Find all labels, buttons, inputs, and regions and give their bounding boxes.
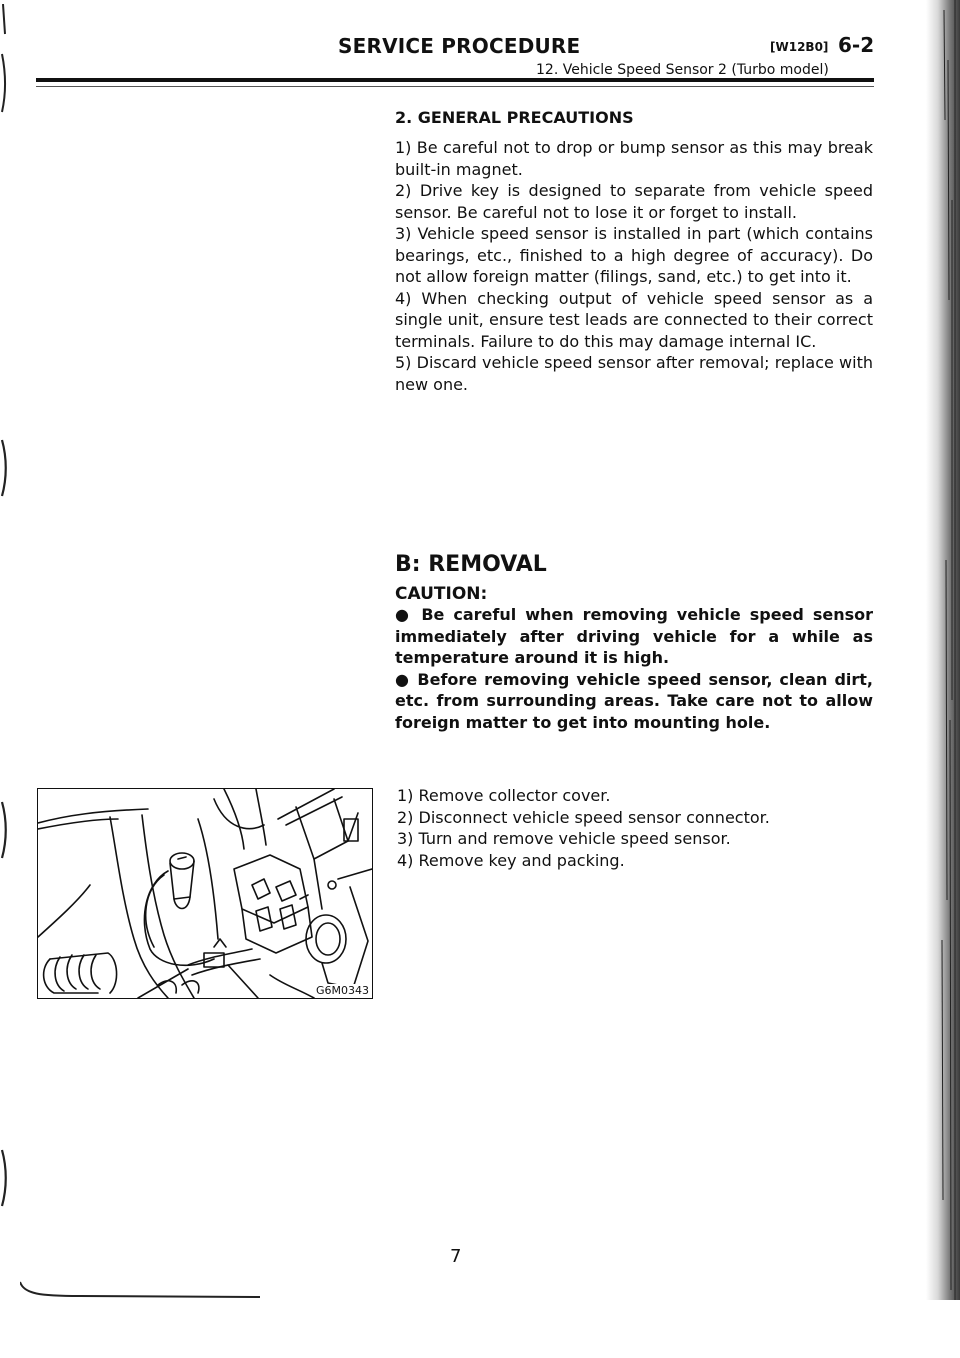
binder-mark (0, 800, 10, 860)
precaution-item: 5) Discard vehicle speed sensor after removal; replace with new one. (395, 353, 873, 394)
removal-step: 4) Remove key and packing. (397, 850, 625, 870)
removal-steps (397, 785, 857, 871)
section-subtitle: 12. Vehicle Speed Sensor 2 (Turbo model) (536, 62, 829, 78)
precaution-item: 3) Vehicle speed sensor is installed in part (which contains bearings, etc., finished to a high degree of accuracy). Do not allow foreign matter (filings, sand, etc.) to get into it. (395, 224, 873, 286)
page-number: 7 (450, 1246, 462, 1267)
removal-step: 2) Disconnect vehicle speed sensor connector. (397, 807, 770, 827)
section-title: SERVICE PROCEDURE (338, 34, 581, 58)
binder-mark (0, 438, 10, 498)
binder-mark (0, 4, 10, 114)
corner-mark (20, 1280, 260, 1300)
caution-label: CAUTION: (395, 584, 488, 604)
removal-step: 1) Remove collector cover. (397, 786, 611, 805)
engine-bay-drawing (38, 789, 372, 998)
removal-title: B: REMOVAL (395, 552, 547, 577)
section-code: [W12B0] (770, 40, 829, 54)
precautions-heading: 2. GENERAL PRECAUTIONS (395, 108, 634, 127)
caution-item: ● Before removing vehicle speed sensor, clean dirt, etc. from surrounding areas. Take care not to allow foreign matter to get into mounting hole. (395, 669, 873, 732)
caution-item: ● Be careful when removing vehicle speed sensor immediately after driving vehicle for a while as temperature around it is high. (395, 605, 873, 667)
header-rule (36, 78, 874, 82)
caution-block (395, 604, 873, 733)
header-rule-thin (36, 86, 874, 87)
sensor-illustration (37, 788, 373, 999)
precaution-item: 1) Be careful not to drop or bump sensor as this may break built-in magnet. (395, 138, 873, 179)
general-precautions (395, 108, 873, 395)
precaution-item: 4) When checking output of vehicle speed sensor as a single unit, ensure test leads are connected to their correct terminals. Failure to do this may damage internal IC. (395, 288, 873, 351)
page-reference: 6-2 (838, 33, 875, 57)
removal-step: 3) Turn and remove vehicle speed sensor. (397, 829, 731, 848)
figure-code: G6M0343 (315, 984, 369, 997)
precaution-item: 2) Drive key is designed to separate from vehicle speed sensor. Be careful not to lose it or forget to install. (395, 181, 873, 222)
scan-edge-shadow (926, 0, 960, 1300)
binder-mark (0, 1148, 10, 1208)
